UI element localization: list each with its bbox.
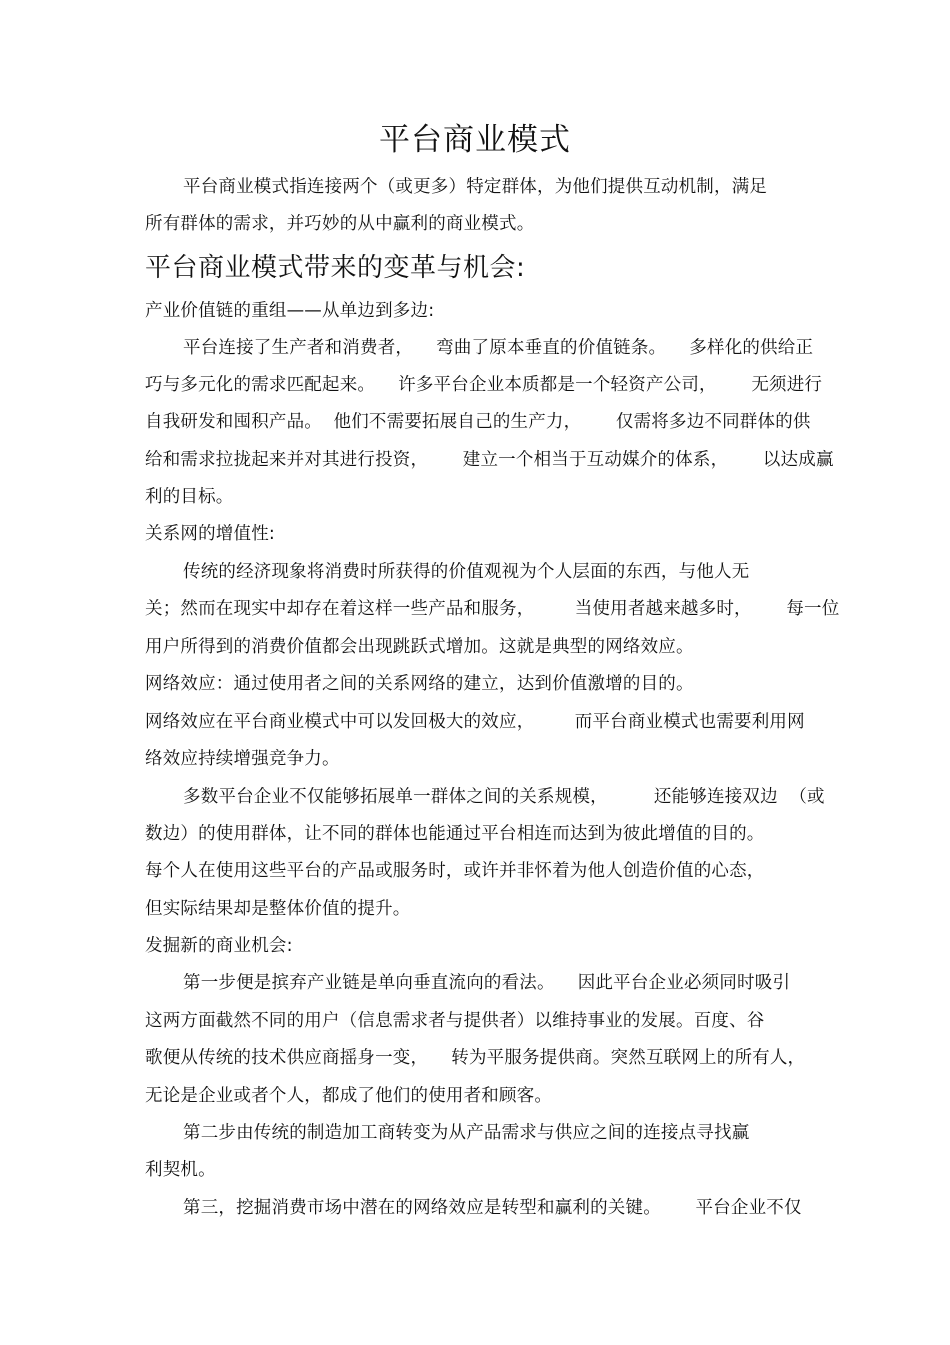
section-heading: 平台商业模式带来的变革与机会:	[145, 253, 526, 283]
paragraph-line: 第一步便是摈弃产业链是单向垂直流向的看法。 因此平台企业必须同时吸引	[183, 973, 791, 993]
paragraph-line: 每个人在使用这些平台的产品或服务时，或许并非怀着为他人创造价值的心态，	[145, 861, 765, 881]
intro-line: 平台商业模式指连接两个（或更多）特定群体，为他们提供互动机制，满足	[183, 177, 768, 197]
subsection-heading: 产业价值链的重组——从单边到多边:	[145, 301, 435, 321]
paragraph-line: 自我研发和囤积产品。 他们不需要拓展自己的生产力， 仅需将多边不同群体的供	[145, 412, 811, 432]
paragraph-line: 用户所得到的消费价值都会出现跳跃式增加。这就是典型的网络效应。	[145, 637, 694, 657]
paragraph-line: 平台连接了生产者和消费者， 弯曲了原本垂直的价值链条。 多样化的供给正	[183, 338, 814, 358]
document-title: 平台商业模式	[379, 122, 571, 158]
intro-line: 所有群体的需求，并巧妙的从中赢利的商业模式。	[145, 214, 535, 234]
subsection-heading: 发掘新的商业机会:	[145, 936, 293, 956]
paragraph-line: 巧与多元化的需求匹配起来。 许多平台企业本质都是一个轻资产公司， 无须进行	[145, 375, 823, 395]
paragraph-line: 多数平台企业不仅能够拓展单一群体之间的关系规模， 还能够连接双边 （或	[183, 787, 825, 807]
paragraph-line: 数边）的使用群体，让不同的群体也能通过平台相连而达到为彼此增值的目的。	[145, 824, 765, 844]
paragraph-line: 无论是企业或者个人，都成了他们的使用者和顾客。	[145, 1086, 553, 1106]
paragraph-line: 网络效应在平台商业模式中可以发回极大的效应， 而平台商业模式也需要利用网	[145, 712, 805, 732]
paragraph-line: 利的目标。	[145, 487, 234, 507]
paragraph-line: 歌便从传统的技术供应商摇身一变， 转为平服务提供商。突然互联网上的所有人，	[145, 1048, 806, 1068]
paragraph-line: 第三，挖掘消费市场中潜在的网络效应是转型和赢利的关键。 平台企业不仅	[183, 1198, 802, 1218]
paragraph-line: 传统的经济现象将消费时所获得的价值观视为个人层面的东西，与他人无	[183, 562, 750, 582]
paragraph-line: 第二步由传统的制造加工商转变为从产品需求与供应之间的连接点寻找赢	[183, 1123, 750, 1143]
paragraph-line: 但实际结果却是整体价值的提升。	[145, 899, 411, 919]
definition-line: 网络效应：通过使用者之间的关系网络的建立，达到价值激增的目的。	[145, 674, 694, 694]
paragraph-line: 关；然而在现实中却存在着这样一些产品和服务， 当使用者越来越多时， 每一位	[145, 599, 840, 619]
paragraph-line: 络效应持续增强竞争力。	[145, 749, 340, 769]
paragraph-line: 利契机。	[145, 1160, 216, 1180]
subsection-heading: 关系网的增值性:	[145, 524, 275, 544]
paragraph-line: 这两方面截然不同的用户（信息需求者与提供者）以维持事业的发展。百度、谷	[145, 1011, 765, 1031]
paragraph-line: 给和需求拉拢起来并对其进行投资， 建立一个相当于互动媒介的体系， 以达成赢	[145, 450, 834, 470]
